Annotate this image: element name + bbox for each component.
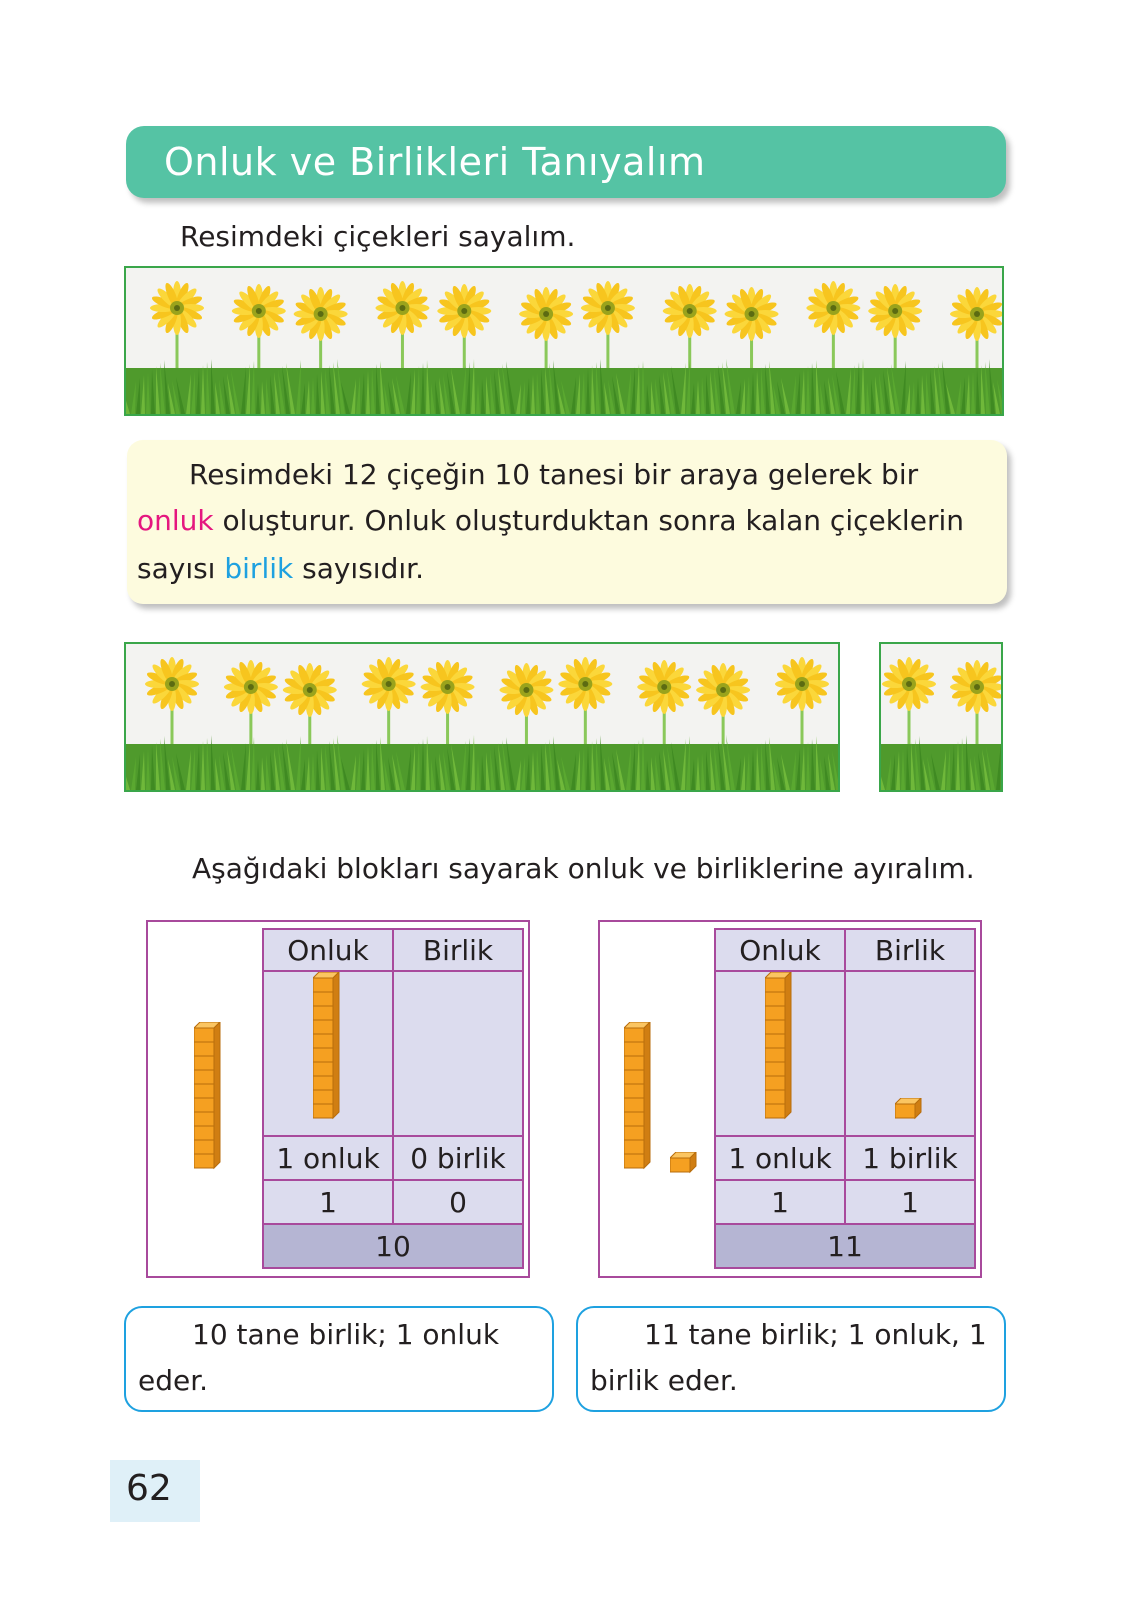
onluk-term: onluk <box>137 504 214 537</box>
birlik-header: Birlik <box>393 929 523 971</box>
flower-illustration <box>126 644 838 790</box>
info-line-2-text: oluşturur. Onluk oluşturduktan sonra kalan çiçeklerin <box>213 504 964 537</box>
info-line-3-text: sayısıdır. <box>293 552 424 585</box>
unit-cube <box>765 992 785 1006</box>
info-line-1: Resimdeki 12 çiçeğin 10 tanesi bir araya gelerek bir <box>189 458 919 491</box>
unit-cube <box>313 1048 333 1062</box>
grass <box>881 735 1001 790</box>
unit-cube <box>765 1076 785 1090</box>
onluk-block-cell <box>715 971 845 1136</box>
unit-cube <box>624 1140 644 1154</box>
onluk-digit: 1 <box>715 1180 845 1224</box>
unit-cube <box>765 978 785 992</box>
onluk-count: 1 onluk <box>715 1136 845 1180</box>
unit-cube <box>624 1056 644 1070</box>
onluk-header: Onluk <box>263 929 393 971</box>
unit-cube <box>313 1076 333 1090</box>
unit-cube <box>765 1090 785 1104</box>
answer-line-1: 11 tane birlik; 1 onluk, 1 <box>644 1318 987 1351</box>
flower-strip-12 <box>124 266 1004 416</box>
birlik-digit: 0 <box>393 1180 523 1224</box>
unit-cube <box>313 978 333 992</box>
birlik-term: birlik <box>224 552 294 585</box>
place-value-panel-10 <box>146 920 530 1278</box>
ten-rod-block <box>765 972 795 1128</box>
unit-cube <box>313 1062 333 1076</box>
block-side <box>785 972 791 1118</box>
unit-cube-block <box>895 1098 925 1124</box>
unit-cube <box>624 1126 644 1140</box>
birlik-digit: 1 <box>845 1180 975 1224</box>
unit-cube <box>194 1140 214 1154</box>
unit-cube <box>765 1062 785 1076</box>
unit-cube <box>765 1104 785 1118</box>
info-line-3-start: sayısı <box>137 552 225 585</box>
flower-illustration <box>126 268 1002 414</box>
onluk-header: Onluk <box>715 929 845 971</box>
birlik-block-cell <box>845 971 975 1136</box>
info-box <box>127 440 1007 604</box>
unit-cube <box>765 1034 785 1048</box>
unit-cube <box>765 1048 785 1062</box>
answer-box-11 <box>576 1306 1006 1412</box>
unit-cube <box>194 1028 214 1042</box>
unit-cube <box>194 1126 214 1140</box>
ten-rod-block <box>624 1022 654 1178</box>
page-number-box <box>110 1460 200 1522</box>
unit-cube <box>194 1084 214 1098</box>
unit-cube <box>765 1006 785 1020</box>
unit-cube <box>624 1028 644 1042</box>
ten-rod-block <box>194 1022 224 1178</box>
unit-cube <box>624 1154 644 1168</box>
unit-cube <box>765 1020 785 1034</box>
unit-cube <box>313 1090 333 1104</box>
onluk-block-cell <box>263 971 393 1136</box>
info-line-3 <box>137 552 424 585</box>
place-value-table <box>714 928 976 1269</box>
block-side <box>214 1022 220 1168</box>
birlik-count: 1 birlik <box>845 1136 975 1180</box>
unit-cube <box>313 1104 333 1118</box>
answer-box-10 <box>124 1306 554 1412</box>
place-value-panel-11 <box>598 920 982 1278</box>
flower-illustration <box>881 644 1001 790</box>
flower-strip-10 <box>124 642 840 792</box>
unit-cube <box>313 1006 333 1020</box>
flower-strip-2 <box>879 642 1003 792</box>
grass <box>126 735 838 790</box>
onluk-digit: 1 <box>263 1180 393 1224</box>
number-total: 11 <box>715 1224 975 1268</box>
title-banner <box>126 126 1006 198</box>
unit-cube <box>313 1034 333 1048</box>
page-title: Onluk ve Birlikleri Tanıyalım <box>164 140 706 184</box>
block-side <box>333 972 339 1118</box>
answer-line-2: eder. <box>138 1364 209 1397</box>
birlik-count: 0 birlik <box>393 1136 523 1180</box>
unit-cube <box>194 1154 214 1168</box>
unit-cube <box>194 1070 214 1084</box>
answer-line-2: birlik eder. <box>590 1364 738 1397</box>
unit-cube <box>670 1158 690 1172</box>
birlik-block-cell <box>393 971 523 1136</box>
page-number: 62 <box>126 1468 172 1509</box>
number-total: 10 <box>263 1224 523 1268</box>
unit-cube <box>895 1104 915 1118</box>
block-side <box>644 1022 650 1168</box>
unit-cube <box>313 1020 333 1034</box>
ten-rod-block <box>313 972 343 1128</box>
unit-cube <box>624 1070 644 1084</box>
birlik-header: Birlik <box>845 929 975 971</box>
onluk-count: 1 onluk <box>263 1136 393 1180</box>
unit-cube-block <box>670 1152 700 1178</box>
unit-cube <box>194 1112 214 1126</box>
place-value-table <box>262 928 524 1269</box>
answer-line-1: 10 tane birlik; 1 onluk <box>192 1318 500 1351</box>
unit-cube <box>194 1042 214 1056</box>
unit-cube <box>313 992 333 1006</box>
unit-cube <box>624 1042 644 1056</box>
intro-text: Resimdeki çiçekleri sayalım. <box>180 220 576 253</box>
info-line-2 <box>137 504 964 537</box>
unit-cube <box>624 1112 644 1126</box>
unit-cube <box>624 1098 644 1112</box>
unit-cube <box>194 1098 214 1112</box>
unit-cube <box>194 1056 214 1070</box>
unit-cube <box>624 1084 644 1098</box>
instruction-text: Aşağıdaki blokları sayarak onluk ve birliklerine ayıralım. <box>192 852 975 885</box>
